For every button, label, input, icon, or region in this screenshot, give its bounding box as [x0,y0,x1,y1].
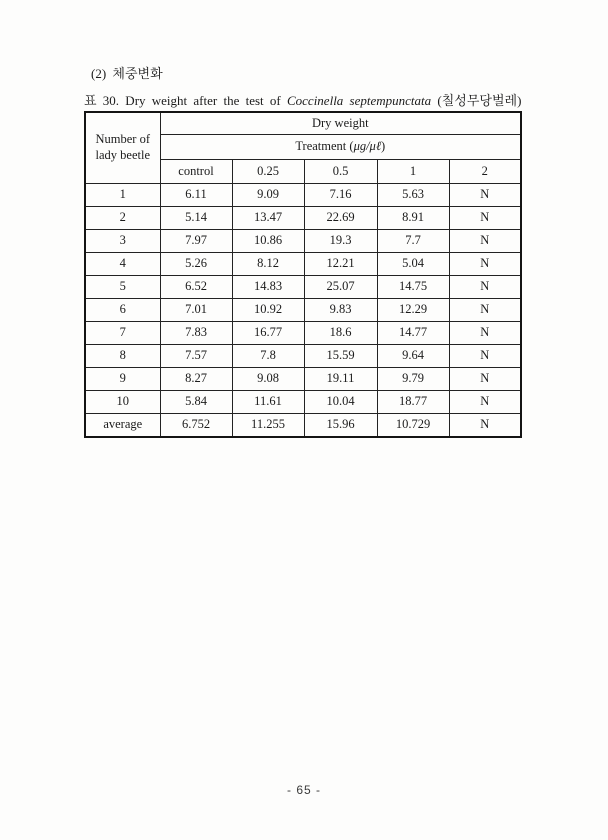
cell-value: 5.84 [160,391,232,414]
column-header-0-5: 0.5 [304,160,377,184]
cell-value: 9.83 [304,299,377,322]
cell-value: 19.11 [304,368,377,391]
row-label: 4 [85,253,160,276]
column-header-control: control [160,160,232,184]
table-row [85,368,521,391]
cell-value: 15.59 [304,345,377,368]
page-number: - 65 - [286,783,321,797]
cell-value: N [449,230,521,253]
cell-value: 9.79 [377,368,449,391]
row-label: 10 [85,391,160,414]
cell-value: N [449,276,521,299]
cell-value: N [449,184,521,207]
cell-value: 8.91 [377,207,449,230]
cell-value: 14.77 [377,322,449,345]
cell-value: 6.752 [160,414,232,438]
cell-value: 10.04 [304,391,377,414]
cell-value: 10.86 [232,230,304,253]
row-label: 1 [85,184,160,207]
cell-value: 10.92 [232,299,304,322]
row-label: 5 [85,276,160,299]
cell-value: 7.83 [160,322,232,345]
group-header: Dry weight [160,112,521,135]
table-row [85,345,521,368]
cell-value: 7.7 [377,230,449,253]
row-label: 9 [85,368,160,391]
cell-value: 5.04 [377,253,449,276]
cell-value: N [449,322,521,345]
row-label: 3 [85,230,160,253]
cell-value: N [449,414,521,438]
cell-value: 7.16 [304,184,377,207]
corner-header: Number of lady beetle [85,112,160,184]
subgroup-suffix: ) [381,139,386,154]
cell-value: 5.14 [160,207,232,230]
cell-value: 6.52 [160,276,232,299]
cell-value: 11.61 [232,391,304,414]
table-row-average [85,414,521,438]
table-row [85,276,521,299]
cell-value: 5.26 [160,253,232,276]
cell-value: 7.97 [160,230,232,253]
cell-value: 12.29 [377,299,449,322]
row-label: average [85,414,160,438]
dry-weight-table [84,111,522,438]
cell-value: 16.77 [232,322,304,345]
row-label: 8 [85,345,160,368]
section-heading: (2) 체중변화 [91,66,163,81]
cell-value: 22.69 [304,207,377,230]
cell-value: 9.09 [232,184,304,207]
cell-value: 19.3 [304,230,377,253]
cell-value: N [449,207,521,230]
table-row [85,299,521,322]
cell-value: 9.64 [377,345,449,368]
subgroup-unit: μg/μℓ [353,139,382,154]
cell-value: 18.6 [304,322,377,345]
caption-prefix: 표 30. Dry weight after the test of [84,93,287,108]
cell-value: 7.8 [232,345,304,368]
table-row [85,322,521,345]
table-header-row-group [85,112,521,135]
cell-value: 9.08 [232,368,304,391]
cell-value: 25.07 [304,276,377,299]
cell-value: 6.11 [160,184,232,207]
column-header-1: 1 [377,160,449,184]
cell-value: 11.255 [232,414,304,438]
cell-value: 10.729 [377,414,449,438]
cell-value: 14.83 [232,276,304,299]
cell-value: 8.12 [232,253,304,276]
cell-value: 7.57 [160,345,232,368]
column-header-0-25: 0.25 [232,160,304,184]
row-label: 7 [85,322,160,345]
cell-value: 15.96 [304,414,377,438]
table-row [85,207,521,230]
cell-value: N [449,253,521,276]
row-label: 6 [85,299,160,322]
table-row [85,391,521,414]
cell-value: 5.63 [377,184,449,207]
cell-value: N [449,391,521,414]
cell-value: 7.01 [160,299,232,322]
cell-value: 13.47 [232,207,304,230]
cell-value: 8.27 [160,368,232,391]
cell-value: 14.75 [377,276,449,299]
cell-value: N [449,299,521,322]
cell-value: N [449,345,521,368]
subgroup-header [160,135,521,160]
column-header-2: 2 [449,160,521,184]
cell-value: 18.77 [377,391,449,414]
cell-value: 12.21 [304,253,377,276]
row-label: 2 [85,207,160,230]
table-row [85,230,521,253]
cell-value: N [449,368,521,391]
subgroup-prefix: Treatment ( [295,139,354,154]
caption-species-name: Coccinella septempunctata [286,93,432,108]
table-row [85,253,521,276]
table-caption [84,90,521,109]
table-row [85,184,521,207]
caption-suffix: (칠성무당벌레) [431,93,522,108]
